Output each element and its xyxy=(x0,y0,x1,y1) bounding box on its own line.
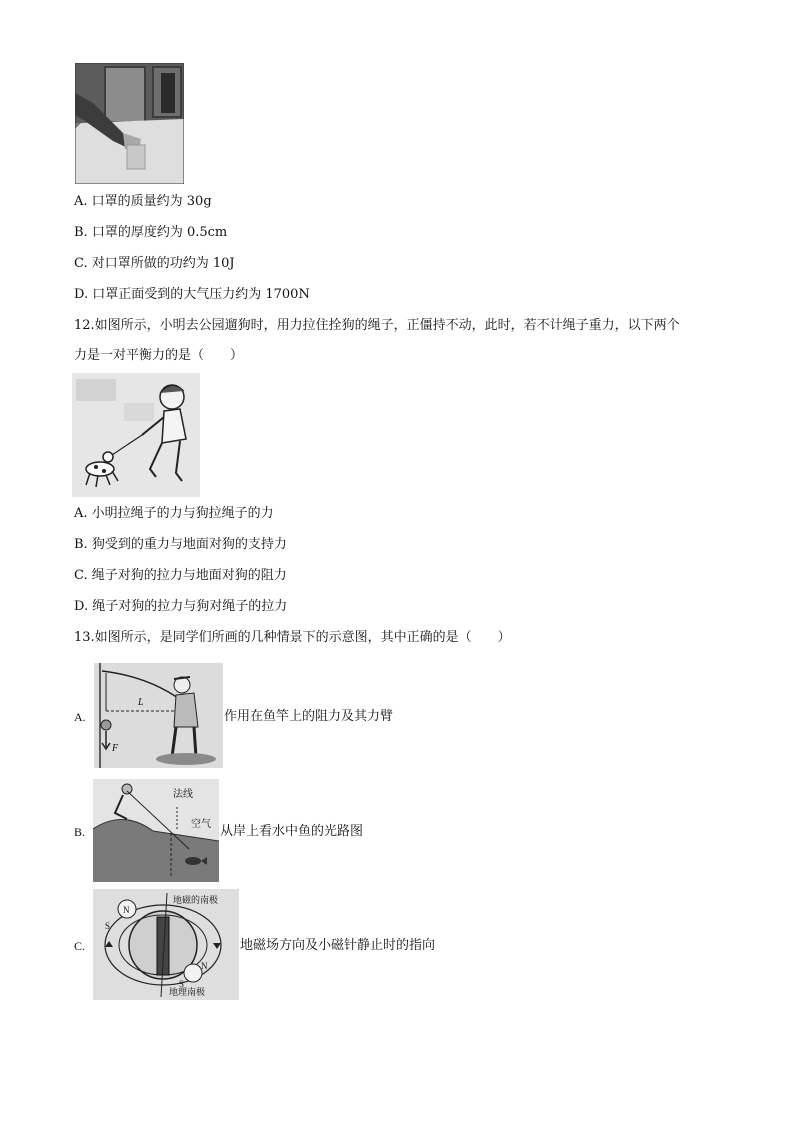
q11-option-b: B. 口罩的厚度约为 0.5cm xyxy=(74,225,228,240)
q13-option-b-text: 从岸上看水中鱼的光路图 xyxy=(220,824,364,839)
q13-option-b-letter: B. xyxy=(74,825,86,839)
q12-figure-boy-dog xyxy=(72,373,200,497)
q13-option-a-text: 作用在鱼竿上的阻力及其力臂 xyxy=(224,709,394,724)
q13-option-c-text: 地磁场方向及小磁针静止时的指向 xyxy=(240,938,436,953)
q13-option-a-letter: A. xyxy=(74,710,86,724)
q12-option-d: D. 绳子对狗的拉力与狗对绳子的拉力 xyxy=(74,599,288,614)
q12-option-b: B. 狗受到的重力与地面对狗的支持力 xyxy=(74,537,287,552)
q12-option-c: C. 绳子对狗的拉力与地面对狗的阻力 xyxy=(74,568,287,583)
q13-option-c-figure-earth-magnetic-field xyxy=(93,889,239,1000)
q13-c-fig-label-s2: S xyxy=(179,979,185,989)
q13-b-fig-label-normal: 法线 xyxy=(173,789,193,800)
q13-a-fig-label-f: F xyxy=(112,743,119,754)
q13-b-fig-label-air: 空气 xyxy=(191,819,211,830)
q13-option-c-letter: C. xyxy=(74,939,86,953)
q13-stem: 13.如图所示，是同学们所画的几种情景下的示意图，其中正确的是（ ） xyxy=(74,630,511,645)
q13-option-b-figure-fish-lightpath xyxy=(93,779,219,882)
q12-option-a: A. 小明拉绳子的力与狗拉绳子的力 xyxy=(74,506,274,521)
q13-c-fig-label-n2: N xyxy=(201,961,208,971)
q12-stem-line1: 12.如图所示，小明去公园遛狗时，用力拉住拴狗的绳子，正僵持不动，此时，若不计绳子重力，以下两个 xyxy=(74,318,680,333)
q11-option-a: A. 口罩的质量约为 30g xyxy=(74,194,212,209)
q11-option-c: C. 对口罩所做的功约为 10J xyxy=(74,256,235,271)
q13-c-fig-label-n1: N xyxy=(123,905,130,915)
q13-option-a-figure-fishing xyxy=(94,663,223,768)
q13-c-fig-label-s1: S xyxy=(105,921,111,931)
q13-c-fig-label-top: 地磁的南极 xyxy=(173,896,219,906)
q13-a-fig-label-l: L xyxy=(138,697,144,708)
q13-c-fig-label-bottom: 地理南极 xyxy=(169,988,206,998)
q11-option-d: D. 口罩正面受到的大气压力约为 1700N xyxy=(74,287,310,302)
q11-figure-mask-photo xyxy=(75,63,184,184)
q12-stem-line2: 力是一对平衡力的是（ ） xyxy=(74,348,244,363)
